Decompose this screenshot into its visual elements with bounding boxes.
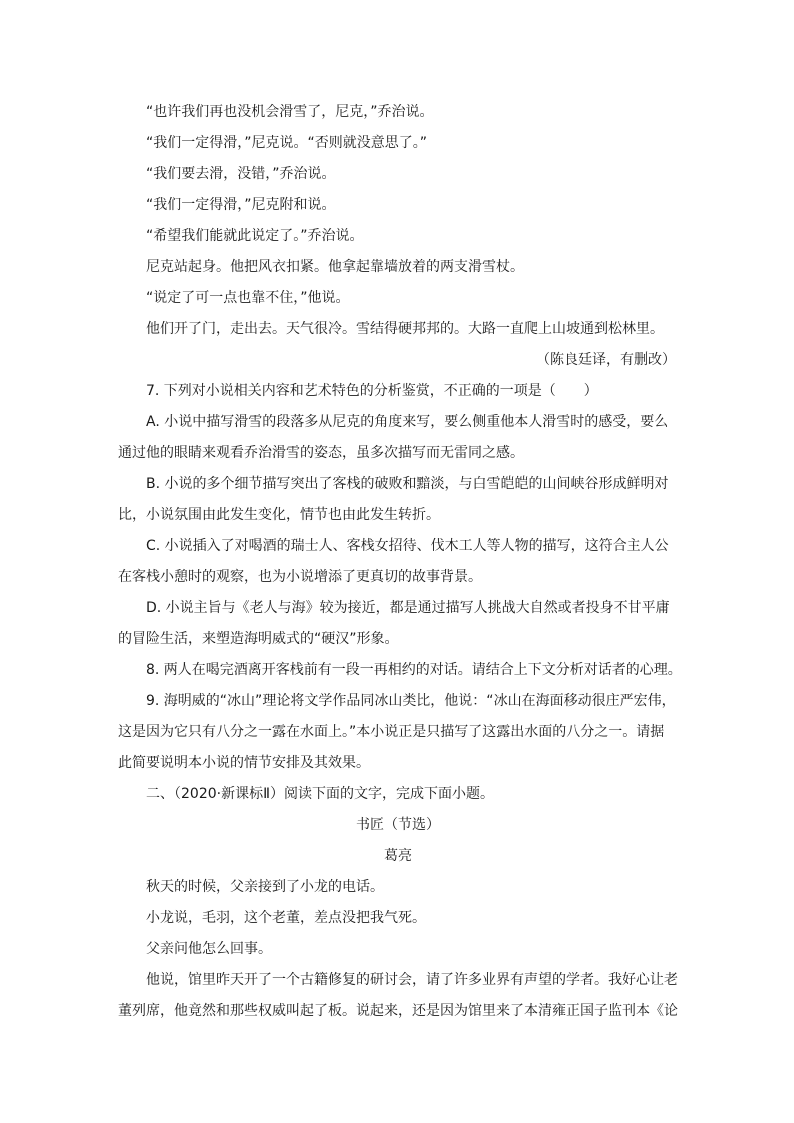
option-d-continued: 的冒险生活，来塑造海明威式的“硬汉”形象。 — [118, 631, 399, 647]
option-d: D. 小说主旨与《老人与海》较为接近，都是通过描写人挑战大自然或者投身不甘平庸 — [146, 600, 670, 616]
option-a: A. 小说中描写滑雪的段落多从尼克的角度来写，要么侧重他本人滑雪时的感受，要么 — [146, 414, 669, 430]
dialogue-line: “我们要去滑，没错，”乔治说。 — [146, 166, 336, 182]
body-paragraph: 小龙说，毛羽，这个老董，差点没把我气死。 — [146, 910, 426, 926]
question-7: 7. 下列对小说相关内容和艺术特色的分析鉴赏，不正确的一项是（ ） — [146, 383, 598, 399]
body-paragraph: 秋天的时候，父亲接到了小龙的电话。 — [146, 879, 384, 895]
option-b-continued: 比，小说氛围由此发生变化，情节也由此发生转折。 — [118, 507, 440, 523]
body-paragraph: 他们开了门，走出去。天气很冷。雪结得硬邦邦的。大路一直爬上山坡通到松林里。 — [146, 321, 664, 337]
article-title: 书匠（节选） — [356, 817, 440, 833]
question-9: 9. 海明威的“冰山”理论将文学作品同冰山类比，他说：“冰山在海面移动很庄严宏伟， — [146, 693, 676, 709]
dialogue-line: “我们一定得滑，”尼克附和说。 — [146, 197, 336, 213]
dialogue-line: “也许我们再也没机会滑雪了，尼克，”乔治说。 — [146, 104, 434, 120]
body-paragraph: 父亲问他怎么回事。 — [146, 941, 272, 957]
question-8: 8. 两人在喝完酒离开客栈前有一段一再相约的对话。请结合上下文分析对话者的心理。 — [146, 662, 682, 678]
option-c-continued: 在客栈小憩时的观察，也为小说增添了更真切的故事背景。 — [118, 569, 482, 585]
body-paragraph-continued: 董列席，他竟然和那些权威叫起了板。说起来，还是因为馆里来了本清雍正国子监刊本《论 — [118, 1003, 678, 1019]
dialogue-line: “希望我们能就此说定了。”乔治说。 — [146, 228, 364, 244]
question-9-continued: 这是因为它只有八分之一露在水面上。”本小说正是只描写了这露出水面的八分之一。请据 — [118, 724, 665, 740]
document-content — [118, 97, 682, 1027]
option-a-continued: 通过他的眼睛来观看乔治滑雪的姿态，虽多次描写而无雷同之感。 — [118, 445, 524, 461]
article-author: 葛亮 — [384, 848, 412, 864]
option-c: C. 小说插入了对喝酒的瑞士人、客栈女招待、伐木工人等人物的描写，这符合主人公 — [146, 538, 669, 554]
body-paragraph: 尼克站起身。他把风衣扣紧。他拿起靠墙放着的两支滑雪杖。 — [146, 259, 524, 275]
dialogue-line: “我们一定得滑，”尼克说。“否则就没意思了。” — [146, 135, 428, 151]
translator-source: （陈良廷译，有删改） — [536, 352, 676, 368]
question-9-continued: 此简要说明本小说的情节安排及其效果。 — [118, 755, 370, 771]
option-b: B. 小说的多个细节描写突出了客栈的破败和黯淡，与白雪皑皑的山间峡谷形成鲜明对 — [146, 476, 669, 492]
section-heading: 二、（2020·新课标Ⅱ）阅读下面的文字，完成下面小题。 — [146, 786, 494, 802]
body-paragraph: 他说，馆里昨天开了一个古籍修复的研讨会，请了许多业界有声望的学者。我好心让老 — [146, 972, 678, 988]
dialogue-line: “说定了可一点也靠不住，”他说。 — [146, 290, 350, 306]
